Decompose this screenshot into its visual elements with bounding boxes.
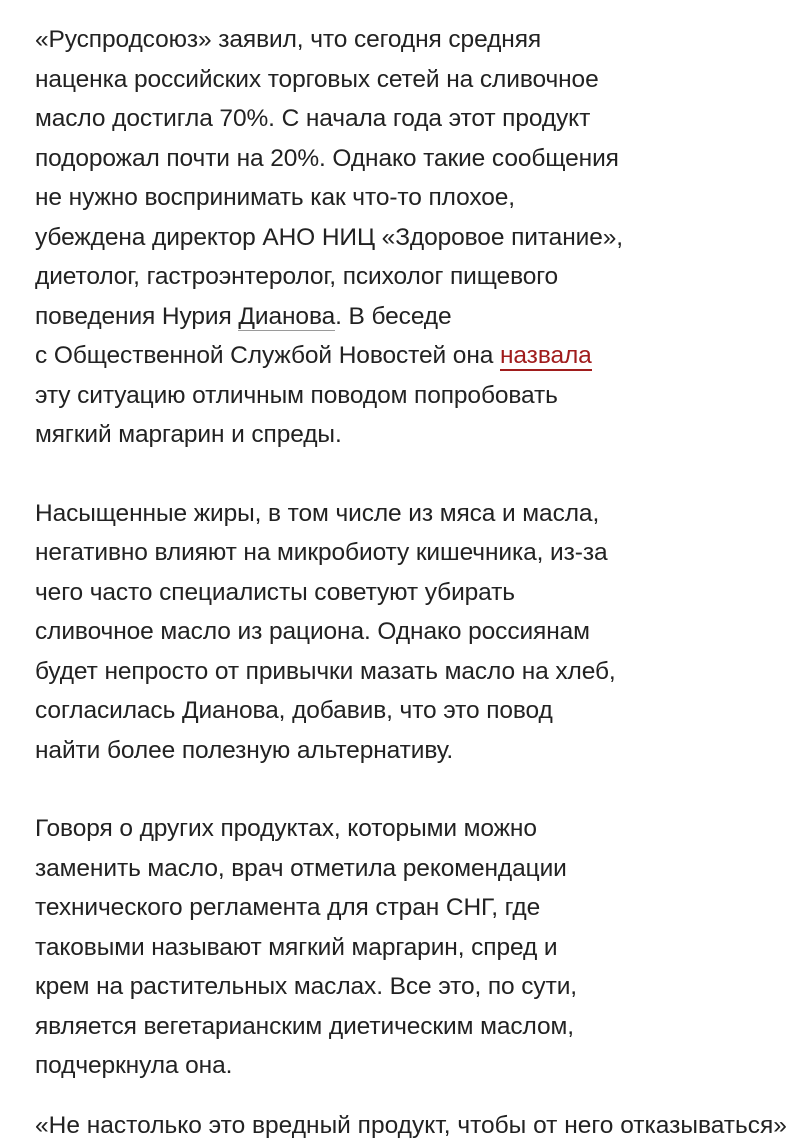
text-line: мягкий маргарин и спреды. [35,421,342,448]
paragraph-2 [35,494,675,771]
text-segment: с Общественной Службой Новостей она [35,342,500,369]
text-line: Насыщенные жиры, в том числе из мяса и масла, [35,499,600,527]
paragraph-1 [35,20,675,455]
paragraph-3 [35,809,675,1086]
text-line: является вегетарианским диетическим маслом, [35,1012,574,1040]
text-line: крем на растительных маслах. Все это, по сути, [35,973,577,1000]
text-line: заменить масло, врач отметила рекомендации [35,854,567,882]
source-link-nazvala[interactable]: назвала [500,342,592,369]
text-line: технического регламента для стран СНГ, где [35,894,541,921]
text-line: убеждена директор АНО НИЦ «Здоровое питание», [35,223,623,251]
text-line: подорожал почти на 20%. Однако такие сообщения [35,144,619,172]
text-line-partial: «Не настолько это вредный продукт, чтобы от него отказываться» [35,1112,787,1139]
text-line [35,297,675,337]
text-segment: поведения Нурия [35,302,239,330]
text-segment: . В беседе [335,302,452,330]
text-line: масло достигла 70%. С начала года этот продукт [35,105,591,132]
text-line: эту ситуацию отличным поводом попробовать [35,381,558,409]
cutoff-next-line [35,1104,787,1139]
text-line [35,336,675,376]
text-line: сливочное масло из рациона. Однако россиянам [35,618,590,645]
text-line: Говоря о других продуктах, которыми можно [35,815,537,842]
text-line: согласилась Дианова, добавив, что это повод [35,697,553,724]
text-line: таковыми называют мягкий маргарин, спред и [35,933,558,961]
text-line: будет непросто от привычки мазать масло на хлеб, [35,657,616,685]
article-body [35,20,675,1086]
text-line: диетолог, гастроэнтеролог, психолог пищевого [35,263,559,290]
text-line: наценка российских торговых сетей на сливочное [35,65,599,93]
person-link-dianova[interactable]: Дианова [238,302,336,330]
text-line: негативно влияют на микробиоту кишечника, из-за [35,539,608,566]
text-line: найти более полезную альтернативу. [35,736,454,764]
text-line: чего часто специалисты советуют убирать [35,578,515,606]
text-line: «Руспродсоюз» заявил, что сегодня средняя [35,26,542,53]
text-line: не нужно воспринимать как что-то плохое, [35,184,516,211]
text-line: подчеркнула она. [35,1052,233,1079]
